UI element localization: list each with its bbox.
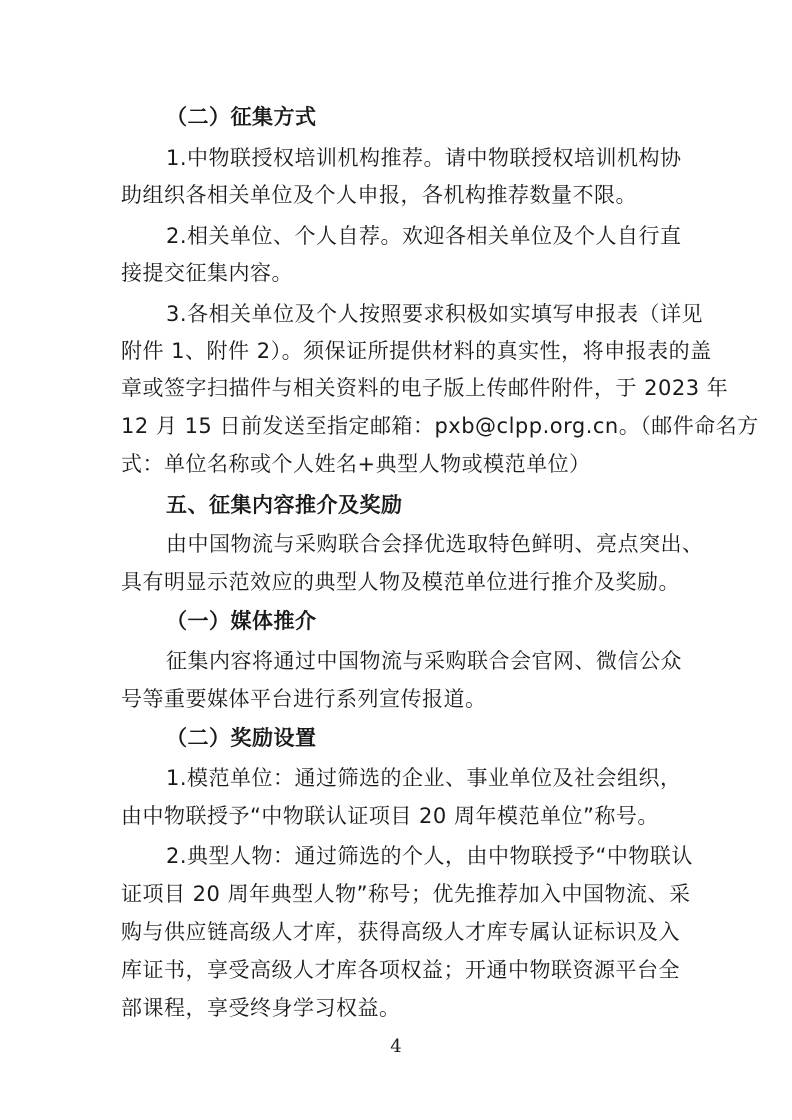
paragraph-line: 由中国物流与采购联合会择优选取特色鲜明、亮点突出、 [166,532,704,556]
paragraph-line: 2.相关单位、个人自荐。欢迎各相关单位及个人自行直 [166,224,682,248]
page-number: 4 [390,1036,402,1057]
paragraph-line: 号等重要媒体平台进行系列宣传报道。 [121,687,487,711]
paragraph-line: 1.中物联授权培训机构推荐。请中物联授权培训机构协 [166,146,682,170]
paragraph-line: 附件 1、附件 2）。须保证所提供材料的真实性，将申报表的盖 [121,339,712,363]
paragraph-line: 接提交征集内容。 [121,261,293,285]
section-heading: 五、征集内容推介及奖励 [166,493,403,517]
paragraph-line: 1.模范单位：通过筛选的企业、事业单位及社会组织， [166,766,682,790]
section-heading: （二）奖励设置 [166,726,317,750]
paragraph-line: 12 月 15 日前发送至指定邮箱：pxb@clpp.org.cn。（邮件命名方 [121,414,759,438]
paragraph-line: 具有明显示范效应的典型人物及模范单位进行推介及奖励。 [121,570,680,594]
section-heading: （一）媒体推介 [166,609,317,633]
paragraph-line: 章或签字扫描件与相关资料的电子版上传邮件附件，于 2023 年 [121,376,729,400]
paragraph-line: 购与供应链高级人才库，获得高级人才库专属认证标识及入 [121,920,680,944]
paragraph-line: 部课程，享受终身学习权益。 [121,996,401,1020]
paragraph-line: 证项目 20 周年典型人物”称号；优先推荐加入中国物流、采 [121,882,691,906]
paragraph-line: 助组织各相关单位及个人申报，各机构推荐数量不限。 [121,183,637,207]
paragraph-line: 3.各相关单位及个人按照要求积极如实填写申报表（详见 [166,302,704,326]
paragraph-line: 库证书，享受高级人才库各项权益；开通中物联资源平台全 [121,958,680,982]
section-heading: （二）征集方式 [166,105,317,129]
paragraph-line: 式：单位名称或个人姓名+典型人物或模范单位） [121,452,591,476]
paragraph-line: 2.典型人物：通过筛选的个人，由中物联授予“中物联认 [166,844,693,868]
paragraph-line: 征集内容将通过中国物流与采购联合会官网、微信公众 [166,649,682,673]
paragraph-line: 由中物联授予“中物联认证项目 20 周年模范单位”称号。 [121,804,659,828]
